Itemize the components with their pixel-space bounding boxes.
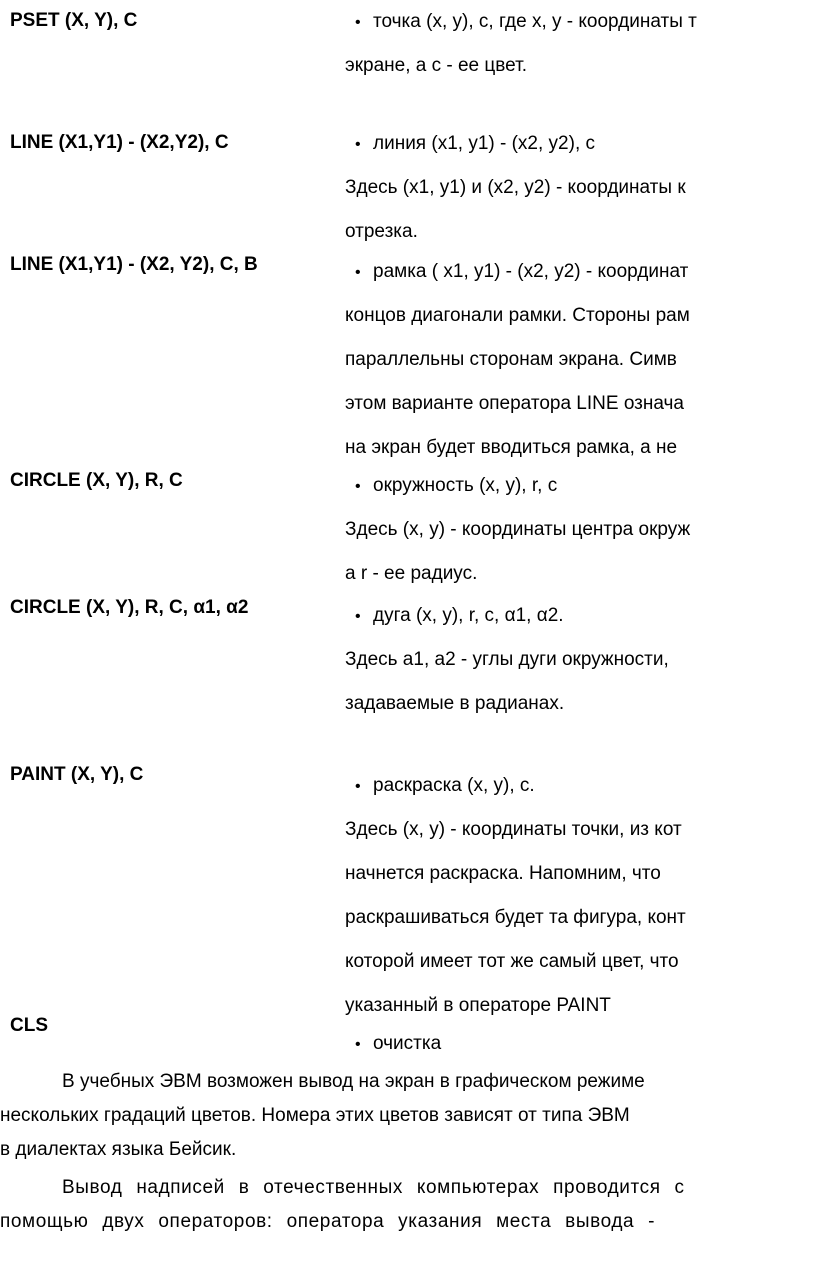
description-line: • линия (х1, у1) - (х2, у2), с: [345, 122, 816, 166]
description-line: •раскраска (х, у), с.: [345, 764, 816, 808]
description-line: задаваемые в радианах.: [345, 693, 565, 714]
description-pset: [345, 0, 816, 88]
description-circle: [345, 464, 816, 596]
description-line: концов диагонали рамки. Стороны рам: [345, 305, 690, 326]
paragraph-line: нескольких градаций цветов. Номера этих цветов зависят от типа ЭВМ: [0, 1105, 630, 1126]
description-line: Здесь а1, а2 - углы дуги окружности,: [345, 649, 669, 670]
description-line: Здесь (х1, у1) и (х2, у2) - координаты к: [345, 177, 686, 198]
command-paint: PAINT (X, Y), C: [10, 764, 144, 785]
paragraph-line: В учебных ЭВМ возможен вывод на экран в графическом режиме: [62, 1071, 645, 1092]
description-line: раскрашиваться будет та фигура, конт: [345, 907, 686, 928]
command-cls: CLS: [10, 1015, 48, 1036]
description-paint: [345, 764, 816, 1028]
paragraph-graphics-colors: [0, 1065, 816, 1167]
description-line: • рамка ( х1, у1) - (х2, у2) - координат: [345, 250, 816, 294]
description-line: на экран будет вводиться рамка, а не: [345, 437, 678, 458]
description-line: • точка (х, у), с, где х, у - координаты т: [345, 0, 816, 44]
description-line-segment: [345, 122, 816, 254]
description-line-box: [345, 250, 816, 470]
paragraph-text-output: [0, 1171, 816, 1239]
description-line: •очистка: [345, 1022, 816, 1066]
description-line: которой имеет тот же самый цвет, что: [345, 951, 679, 972]
description-line: экране, а с - ее цвет.: [345, 55, 527, 76]
description-circle-arc: [345, 594, 816, 726]
paragraph-line: Вывод надписей в отечественных компьютерах проводится с: [62, 1177, 685, 1198]
description-line: начнется раскраска. Напомним, что: [345, 863, 661, 884]
command-line: LINE (X1,Y1) - (X2,Y2), C: [10, 132, 229, 153]
command-line-box: LINE (X1,Y1) - (X2, Y2), C, B: [10, 254, 258, 275]
command-circle-arc: CIRCLE (X, Y), R, C, α1, α2: [10, 597, 249, 618]
bullet-icon: [345, 764, 373, 809]
bullet-icon: [345, 122, 373, 167]
bullet-icon: [345, 1022, 373, 1067]
bullet-icon: [345, 0, 373, 45]
description-line: отрезка.: [345, 221, 418, 242]
description-cls: [345, 1022, 816, 1066]
paragraph-line: помощью двух операторов: оператора указания места вывода -: [0, 1211, 656, 1232]
paragraph-line: в диалектах языка Бейсик.: [0, 1139, 237, 1160]
description-line: Здесь (х, у) - координаты центра окруж: [345, 519, 691, 540]
description-line: Здесь (х, у) - координаты точки, из кот: [345, 819, 682, 840]
description-line: • окружность (х, у), r, c: [345, 464, 816, 508]
command-circle: CIRCLE (X, Y), R, C: [10, 470, 183, 491]
description-line: • дуга (х, у), r, с, α1, α2.: [345, 594, 816, 638]
bullet-icon: [345, 250, 373, 295]
description-line: а r - ее радиус.: [345, 563, 478, 584]
description-line: этом варианте оператора LINE означа: [345, 393, 684, 414]
command-pset: PSET (X, Y), C: [10, 10, 138, 31]
bullet-icon: [345, 464, 373, 509]
description-line: указанный в операторе PAINT: [345, 995, 611, 1016]
bullet-icon: [345, 594, 373, 639]
description-line: параллельны сторонам экрана. Симв: [345, 349, 677, 370]
